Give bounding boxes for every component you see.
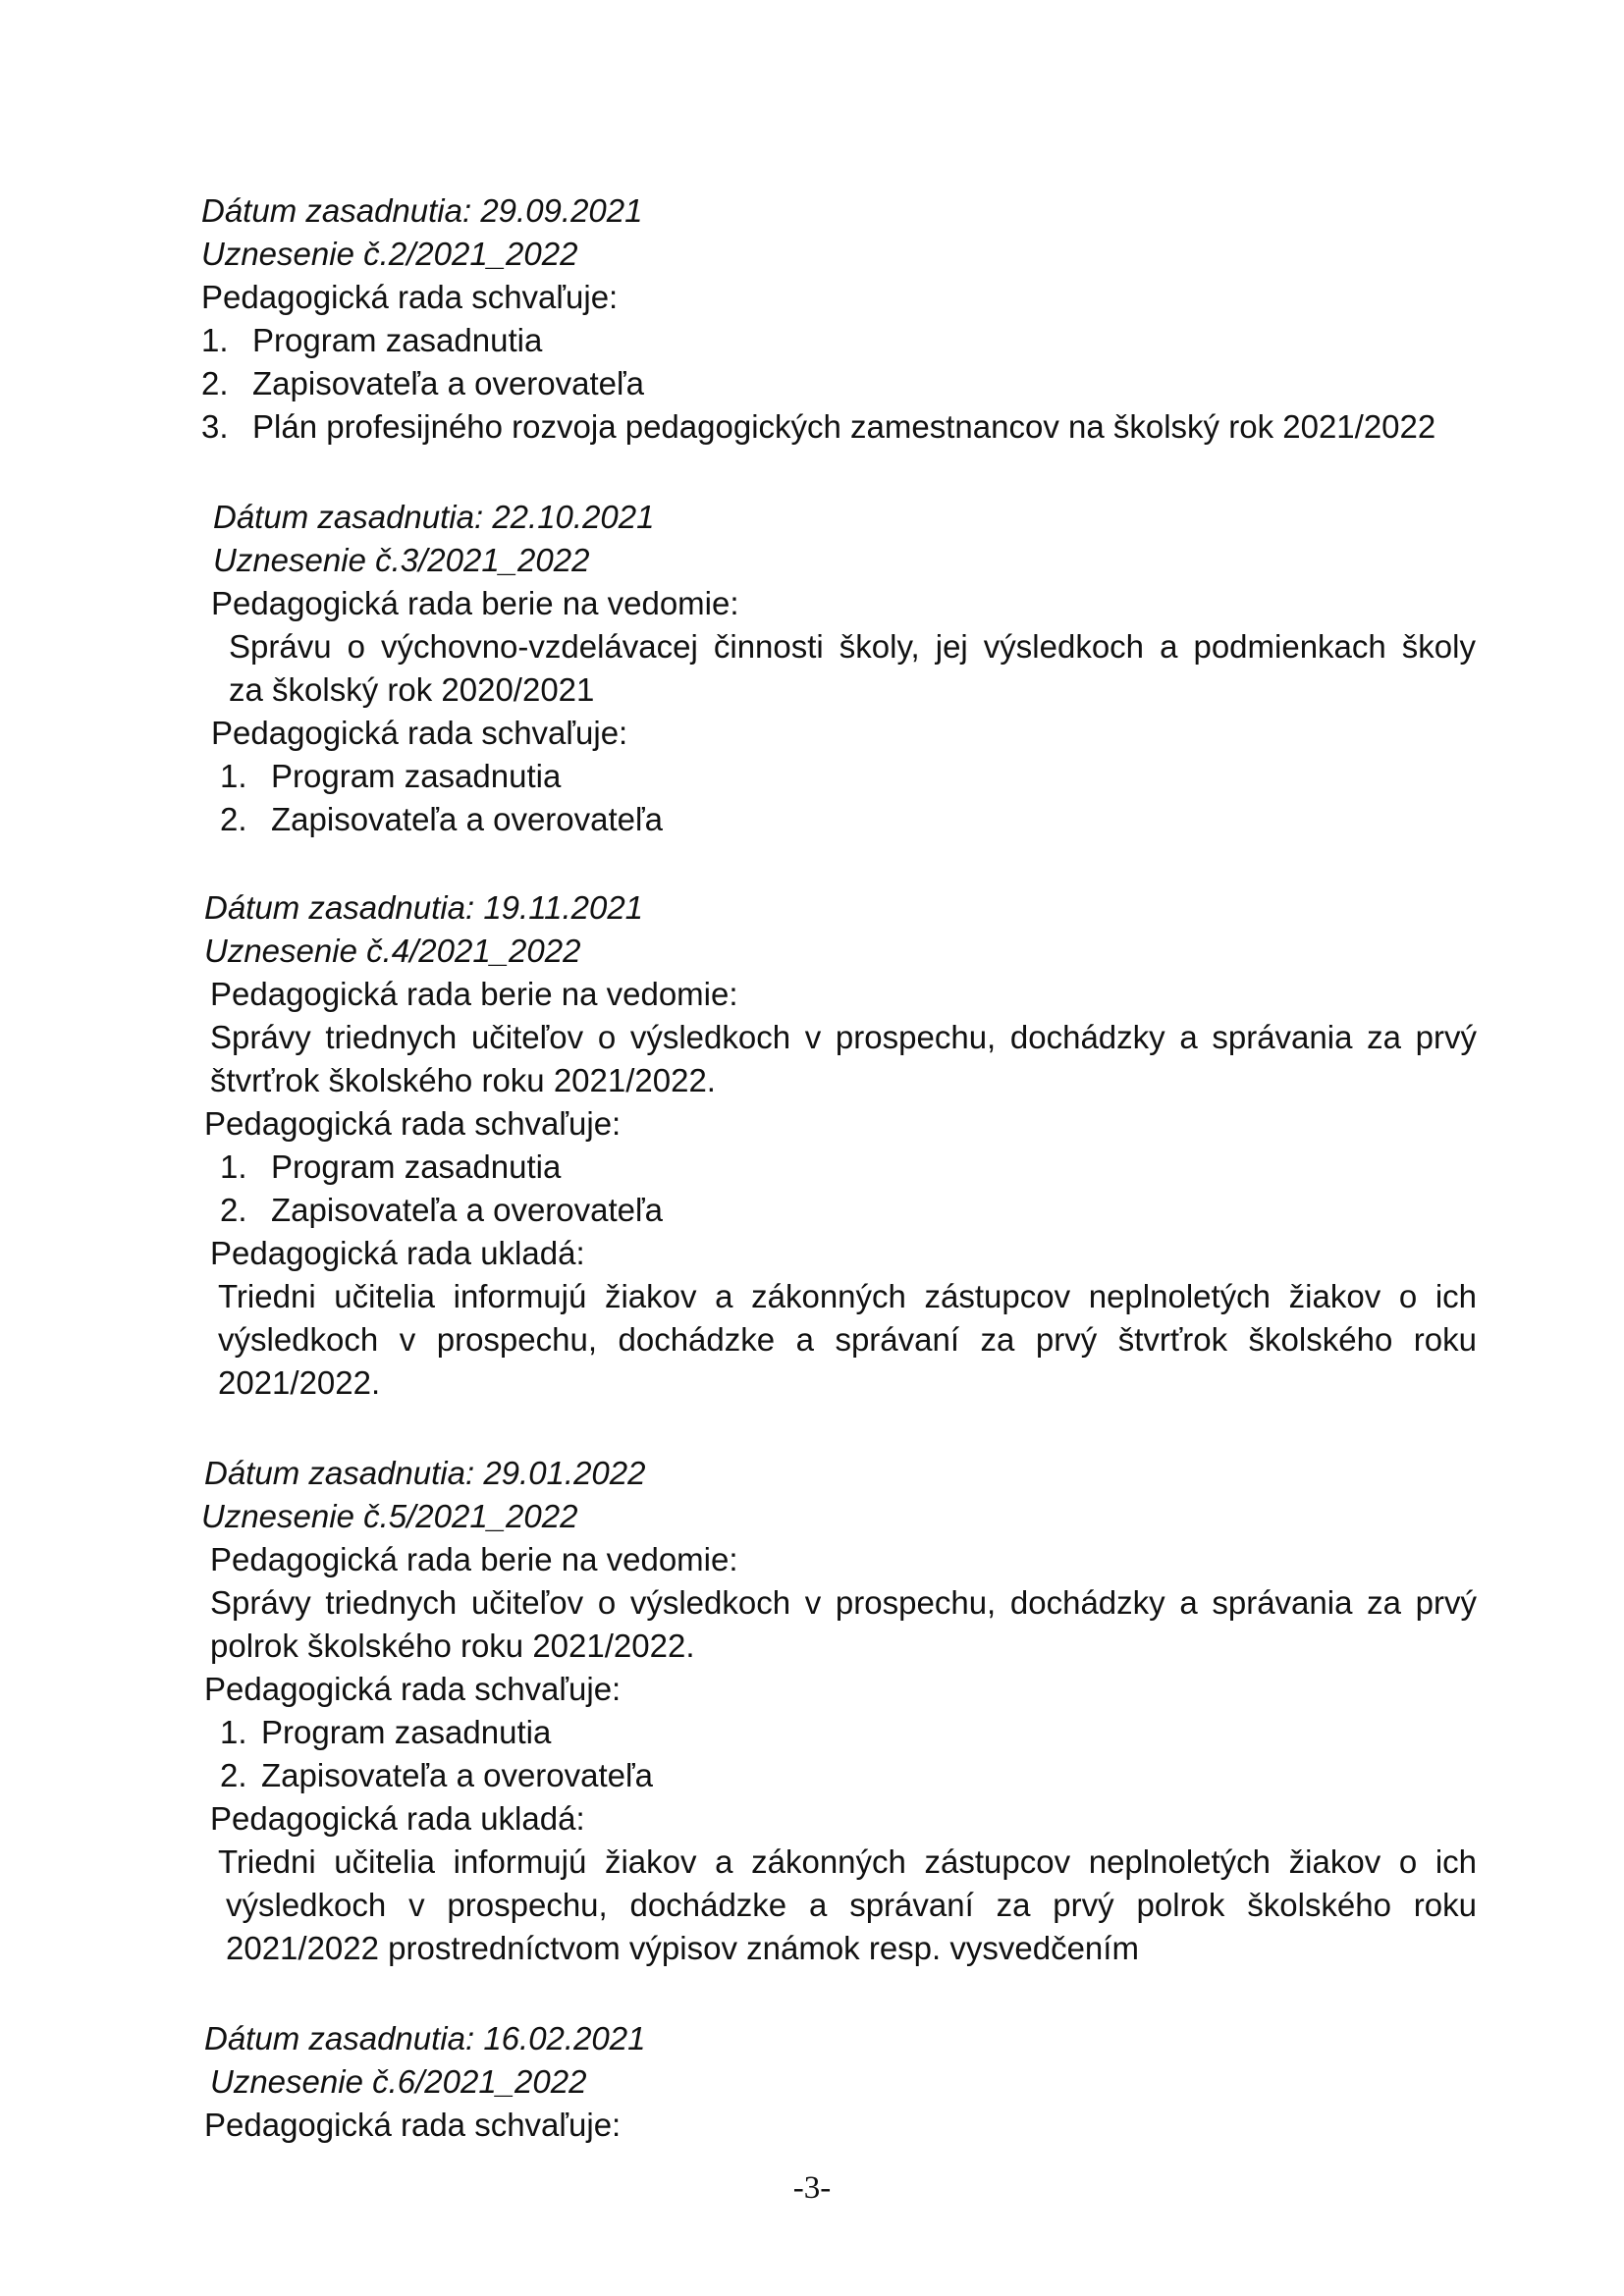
assigns-text-line: Triedni učitelia informujú žiakov a zákonných zástupcov neplnoletých žiakov o ich <box>218 1843 1477 1880</box>
list-item <box>220 1711 551 1754</box>
resolution-number: Uznesenie č.5/2021_2022 <box>201 1498 578 1534</box>
list-item-number: 1. <box>201 322 229 358</box>
assigns-text-line: 2021/2022. <box>218 1364 381 1401</box>
approves-label: Pedagogická rada schvaľuje: <box>204 1671 622 1707</box>
list-item-text: Zapisovateľa a overovateľa <box>252 365 644 401</box>
list-item-text: Program zasadnutia <box>252 322 543 358</box>
list-item-text: Zapisovateľa a overovateľa <box>271 1192 663 1228</box>
assigns-label: Pedagogická rada ukladá: <box>210 1800 585 1837</box>
approves-label: Pedagogická rada schvaľuje: <box>204 1105 622 1142</box>
list-item <box>220 1146 561 1189</box>
list-item <box>220 1754 653 1797</box>
list-item-number: 1. <box>220 1714 247 1750</box>
resolution-number: Uznesenie č.2/2021_2022 <box>201 236 578 272</box>
notes-text-line: Správy triednych učiteľov o výsledkoch v prospechu, dochádzky a správania za prvý <box>210 1019 1477 1055</box>
meeting-date: Dátum zasadnutia: 29.09.2021 <box>201 192 643 229</box>
notes-text-line: Správu o výchovno-vzdelávacej činnosti školy, jej výsledkoch a podmienkach školy <box>229 628 1476 665</box>
list-item <box>201 319 542 362</box>
resolution-number: Uznesenie č.6/2021_2022 <box>210 2063 587 2100</box>
meeting-date: Dátum zasadnutia: 19.11.2021 <box>204 889 644 926</box>
page-number: -3- <box>792 2170 832 2206</box>
notes-text-line: polrok školského roku 2021/2022. <box>210 1628 695 1664</box>
list-item-text: Program zasadnutia <box>271 1148 562 1185</box>
list-item <box>220 755 561 798</box>
meeting-date: Dátum zasadnutia: 29.01.2022 <box>204 1455 646 1491</box>
approves-label: Pedagogická rada schvaľuje: <box>211 715 628 751</box>
assigns-text-line: výsledkoch v prospechu, dochádzke a správaní za prvý štvrťrok školského roku <box>218 1321 1477 1358</box>
resolution-number: Uznesenie č.4/2021_2022 <box>204 933 581 969</box>
approves-label: Pedagogická rada schvaľuje: <box>204 2107 622 2143</box>
meeting-date: Dátum zasadnutia: 16.02.2021 <box>204 2020 646 2056</box>
notes-text-line: Správy triednych učiteľov o výsledkoch v prospechu, dochádzky a správania za prvý <box>210 1584 1477 1621</box>
list-item-number: 1. <box>220 1148 247 1185</box>
list-item-text: Zapisovateľa a overovateľa <box>271 801 663 837</box>
list-item-text: Program zasadnutia <box>261 1714 552 1750</box>
list-item-number: 1. <box>220 758 247 794</box>
notes-text-line: za školský rok 2020/2021 <box>229 671 595 708</box>
assigns-text-line: 2021/2022 prostredníctvom výpisov známok resp. vysvedčením <box>226 1930 1139 1966</box>
assigns-label: Pedagogická rada ukladá: <box>210 1235 585 1271</box>
list-item-number: 3. <box>201 408 229 445</box>
resolution-number: Uznesenie č.3/2021_2022 <box>213 542 590 578</box>
list-item <box>201 362 644 405</box>
approves-label: Pedagogická rada schvaľuje: <box>201 279 619 315</box>
notes-label: Pedagogická rada berie na vedomie: <box>211 585 739 621</box>
assigns-text-line: výsledkoch v prospechu, dochádzke a správaní za prvý polrok školského roku <box>226 1887 1477 1923</box>
list-item-number: 2. <box>220 801 247 837</box>
list-item <box>201 405 1435 449</box>
notes-label: Pedagogická rada berie na vedomie: <box>210 1541 738 1577</box>
list-item-number: 2. <box>220 1192 247 1228</box>
list-item <box>220 1189 663 1232</box>
list-item-text: Zapisovateľa a overovateľa <box>261 1757 653 1793</box>
list-item-text: Program zasadnutia <box>271 758 562 794</box>
notes-label: Pedagogická rada berie na vedomie: <box>210 976 738 1012</box>
list-item-number: 2. <box>201 365 229 401</box>
meeting-date: Dátum zasadnutia: 22.10.2021 <box>213 499 655 535</box>
list-item <box>220 798 663 841</box>
list-item-text: Plán profesijného rozvoja pedagogických zamestnancov na školský rok 2021/2022 <box>252 408 1436 445</box>
notes-text-line: štvrťrok školského roku 2021/2022. <box>210 1062 716 1098</box>
assigns-text-line: Triedni učitelia informujú žiakov a zákonných zástupcov neplnoletých žiakov o ich <box>218 1278 1477 1314</box>
list-item-number: 2. <box>220 1757 247 1793</box>
